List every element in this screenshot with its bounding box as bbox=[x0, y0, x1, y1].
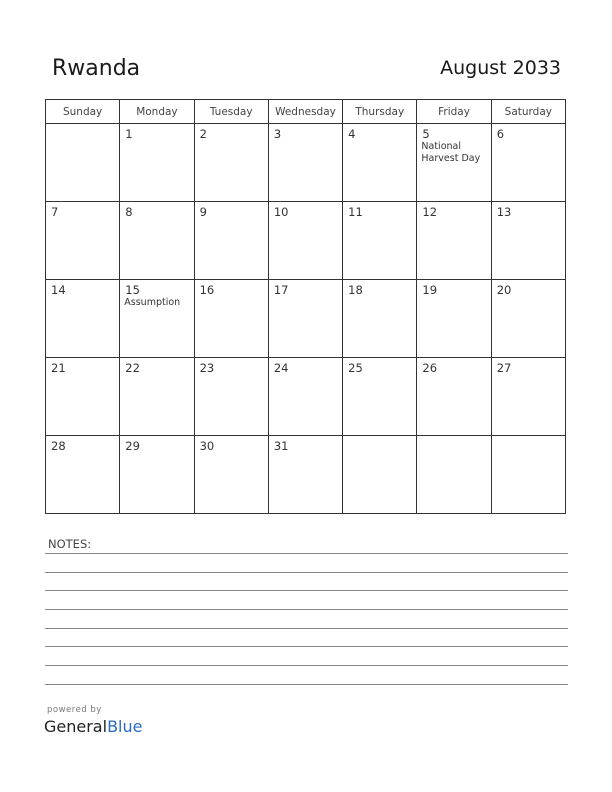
day-cell bbox=[46, 280, 120, 358]
day-cell bbox=[417, 358, 491, 436]
day-cell bbox=[194, 436, 268, 514]
day-cell bbox=[120, 358, 194, 436]
day-number: 26 bbox=[422, 361, 438, 375]
day-cell bbox=[194, 358, 268, 436]
weekday-header-tuesday: Tuesday bbox=[194, 100, 268, 124]
day-cell bbox=[491, 358, 565, 436]
weekday-header-row bbox=[46, 100, 566, 124]
day-cell bbox=[491, 202, 565, 280]
notes-line bbox=[45, 665, 568, 666]
day-number: 10 bbox=[273, 205, 289, 219]
notes-label: NOTES: bbox=[48, 537, 92, 551]
notes-line bbox=[45, 646, 568, 647]
day-cell bbox=[46, 436, 120, 514]
day-cell bbox=[417, 436, 491, 514]
notes-line bbox=[45, 572, 568, 573]
weekday-header-wednesday: Wednesday bbox=[268, 100, 342, 124]
notes-line bbox=[45, 553, 568, 554]
day-cell bbox=[120, 280, 194, 358]
day-cell bbox=[120, 202, 194, 280]
day-cell bbox=[194, 280, 268, 358]
weekday-header-sunday: Sunday bbox=[46, 100, 120, 124]
day-cell bbox=[194, 202, 268, 280]
day-cell bbox=[417, 280, 491, 358]
weekday-header-monday: Monday bbox=[120, 100, 194, 124]
day-number: 12 bbox=[422, 205, 438, 219]
week-row bbox=[46, 124, 566, 202]
day-cell bbox=[46, 358, 120, 436]
day-number: 29 bbox=[125, 439, 140, 453]
notes-line bbox=[45, 684, 568, 685]
calendar-month-title: August 2033 bbox=[440, 57, 561, 79]
day-cell bbox=[343, 202, 417, 280]
day-cell bbox=[268, 202, 342, 280]
day-cell bbox=[46, 124, 120, 202]
day-number: 15 bbox=[125, 283, 140, 297]
powered-by-text: powered by bbox=[47, 705, 102, 715]
day-number: 7 bbox=[51, 205, 59, 219]
day-cell bbox=[417, 124, 491, 202]
day-number: 23 bbox=[199, 361, 215, 375]
day-number: 13 bbox=[496, 205, 512, 219]
day-cell bbox=[194, 124, 268, 202]
week-row bbox=[46, 358, 566, 436]
day-cell bbox=[268, 124, 342, 202]
day-number: 6 bbox=[496, 127, 505, 141]
day-number: 27 bbox=[496, 361, 512, 375]
generalblue-logo bbox=[44, 717, 142, 736]
day-number: 31 bbox=[273, 439, 289, 453]
day-cell bbox=[343, 358, 417, 436]
week-row bbox=[46, 202, 566, 280]
day-cell bbox=[268, 280, 342, 358]
day-cell bbox=[268, 358, 342, 436]
day-number: 16 bbox=[199, 283, 215, 297]
day-cell bbox=[268, 436, 342, 514]
day-number: 2 bbox=[199, 127, 207, 141]
day-number: 17 bbox=[273, 283, 289, 297]
day-cell bbox=[491, 124, 565, 202]
day-number: 24 bbox=[273, 361, 289, 375]
day-number: 5 bbox=[422, 127, 430, 141]
day-cell bbox=[343, 436, 417, 514]
day-number: 28 bbox=[51, 439, 66, 453]
day-number: 9 bbox=[199, 205, 207, 219]
day-number: 11 bbox=[348, 205, 363, 219]
day-number: 14 bbox=[51, 283, 66, 297]
day-number: 8 bbox=[125, 205, 133, 219]
day-number: 19 bbox=[422, 283, 438, 297]
day-number: 3 bbox=[273, 127, 282, 141]
day-number: 30 bbox=[199, 439, 215, 453]
weekday-header-saturday: Saturday bbox=[491, 100, 565, 124]
day-number: 4 bbox=[348, 127, 356, 141]
calendar-country-title: Rwanda bbox=[52, 56, 141, 81]
day-cell bbox=[120, 124, 194, 202]
notes-line bbox=[45, 609, 568, 610]
day-cell bbox=[491, 436, 565, 514]
logo-text-general: General bbox=[44, 717, 108, 736]
logo-text-blue: Blue bbox=[107, 717, 143, 736]
holiday-label: Assumption bbox=[124, 297, 181, 308]
day-number: 21 bbox=[51, 361, 66, 375]
calendar-grid bbox=[45, 99, 566, 514]
day-cell bbox=[491, 280, 565, 358]
day-number: 22 bbox=[125, 361, 140, 375]
day-cell bbox=[417, 202, 491, 280]
notes-line bbox=[45, 590, 568, 591]
holiday-label: National Harvest Day bbox=[421, 141, 481, 164]
day-cell bbox=[343, 124, 417, 202]
weekday-header-friday: Friday bbox=[417, 100, 491, 124]
notes-line bbox=[45, 628, 568, 629]
day-cell bbox=[120, 436, 194, 514]
weekday-header-thursday: Thursday bbox=[343, 100, 417, 124]
day-number: 1 bbox=[125, 127, 133, 141]
day-number: 18 bbox=[348, 283, 363, 297]
day-number: 20 bbox=[496, 283, 512, 297]
day-cell bbox=[46, 202, 120, 280]
week-row bbox=[46, 436, 566, 514]
day-cell bbox=[343, 280, 417, 358]
day-number: 25 bbox=[348, 361, 363, 375]
week-row bbox=[46, 280, 566, 358]
